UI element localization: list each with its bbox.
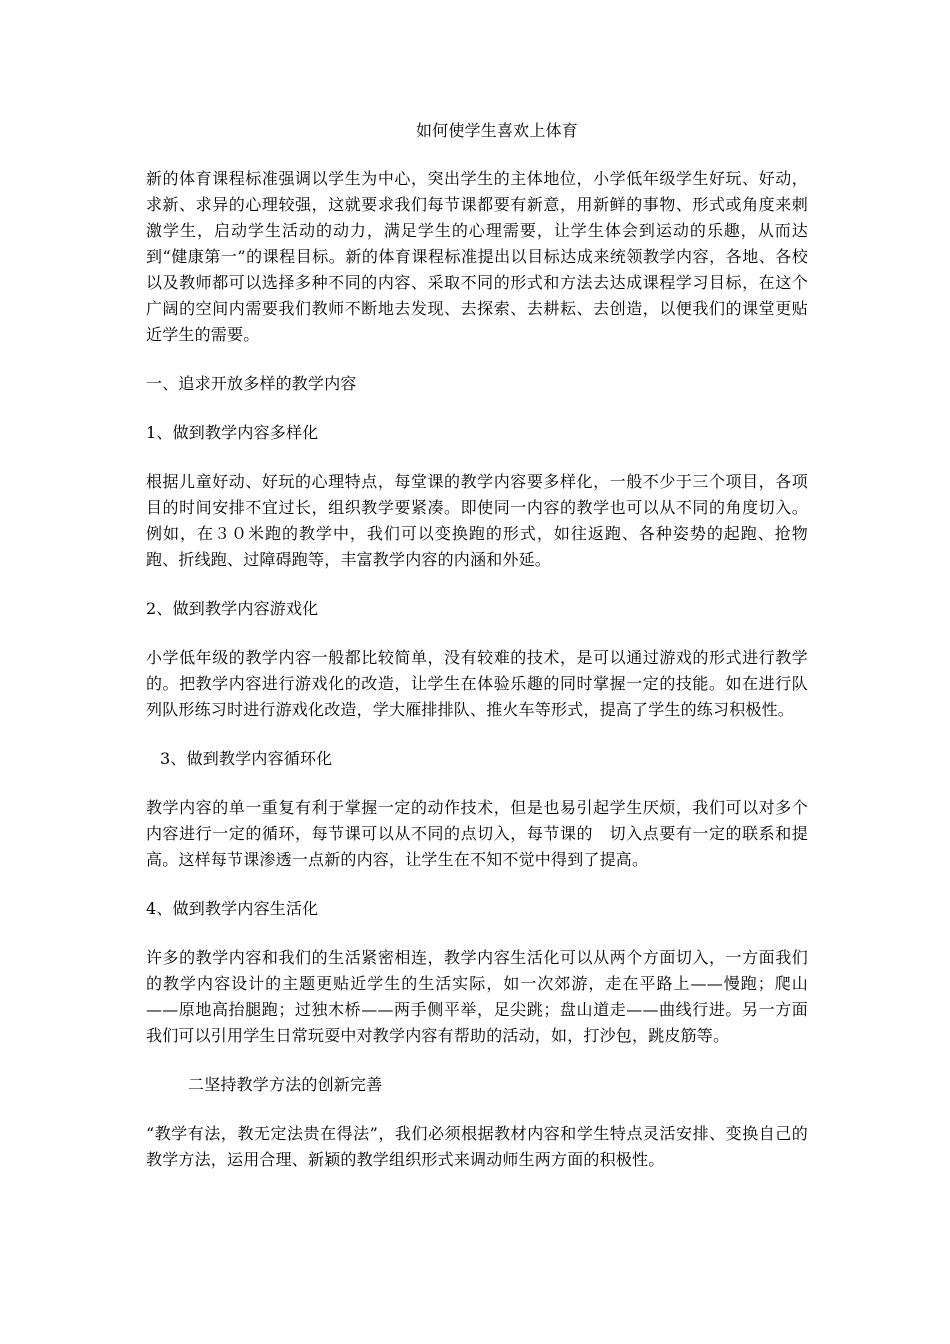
item1-paragraph: 根据儿童好动、好玩的心理特点，每堂课的教学内容要多样化，一般不少于三个项目，各项目的时间安排不宜过长，组织教学要紧凑。即使同一内容的教学也可以从不同的角度切入。例如，在３０米跑的教学中，我们可以变换跑的形式，如往返跑、各种姿势的起跑、抢物跑、折线跑、过障碍跑等，丰富教学内容的内涵和外延。 — [146, 472, 808, 569]
item3-paragraph: 教学内容的单一重复有利于掌握一定的动作技术，但是也易引起学生厌烦，我们可以对多个内容进行一定的循环，每节课可以从不同的点切入，每节课的 切入点要有一定的联系和提高。这样每节课渗透一点新的内容，让学生在不知不觉中得到了提高。 — [146, 798, 808, 869]
item2-paragraph: 小学低年级的教学内容一般都比较简单，没有较难的技术，是可以通过游戏的形式进行教学的。把教学内容进行游戏化的改造，让学生在体验乐趣的同时掌握一定的技能。如在进行队列队形练习时进行游戏化改造，学大雁排排队、推火车等形式，提高了学生的练习积极性。 — [146, 648, 808, 719]
document-title: 如何使学生喜欢上体育 — [415, 121, 578, 140]
item2-heading: 2、做到教学内容游戏化 — [146, 599, 319, 618]
intro-paragraph: 新的体育课程标准强调以学生为中心，突出学生的主体地位，小学低年级学生好玩、好动，求新、求异的心理较强，这就要求我们每节课都要有新意，用新鲜的事物、形式或角度来刺激学生，启动学生活动的动力，满足学生的心理需要，让学生体会到运动的乐趣，从而达到“健康第一”的课程目标。新的体育课程标准提出以目标达成来统领教学内容，各地、各校以及教师都可以选择多种不同的内容、采取不同的形式和方法去达成课程学习目标，在这个广阔的空间内需要我们教师不断地去发现、去探索、去耕耘、去创造，以便我们的课堂更贴近学生的需要。 — [146, 169, 808, 344]
document-page — [146, 118, 808, 1196]
section2-paragraph: “教学有法，教无定法贵在得法”，我们必须根据教材内容和学生特点灵活安排、变换自己的教学方法，运用合理、新颖的教学组织形式来调动师生两方面的积极性。 — [146, 1124, 808, 1169]
item3-heading: 3、做到教学内容循环化 — [160, 749, 333, 768]
section2-heading: 二坚持教学方法的创新完善 — [188, 1075, 383, 1094]
item4-heading: 4、做到教学内容生活化 — [146, 899, 319, 918]
item1-heading: 1、做到教学内容多样化 — [146, 423, 319, 442]
item4-paragraph: 许多的教学内容和我们的生活紧密相连，教学内容生活化可以从两个方面切入，一方面我们的教学内容设计的主题更贴近学生的生活实际，如一次郊游，走在平路上——慢跑；爬山——原地高抬腿跑；过独木桥——两手侧平举，足尖跳；盘山道走——曲线行进。另一方面我们可以引用学生日常玩耍中对教学内容有帮助的活动，如，打沙包，跳皮筋等。 — [146, 948, 808, 1045]
section1-heading: 一、追求开放多样的教学内容 — [146, 374, 357, 393]
